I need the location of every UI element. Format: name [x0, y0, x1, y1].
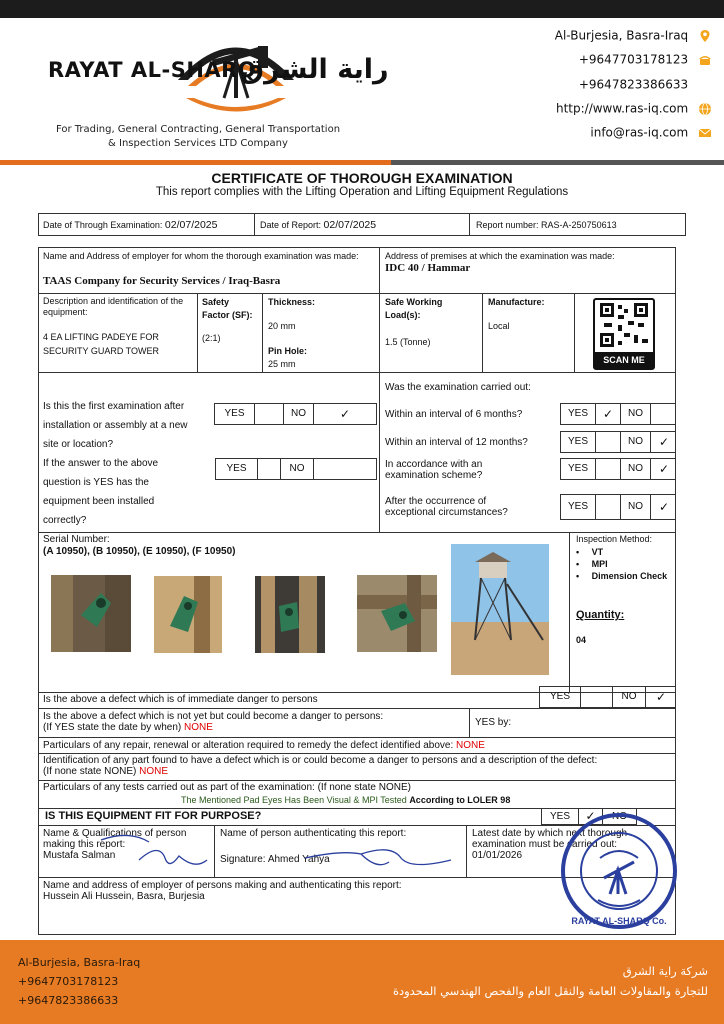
company-stamp-icon — [560, 808, 678, 934]
inspection-method-label: Inspection Method: — [576, 534, 653, 544]
serial-value: (A 10950), (B 10950), (E 10950), (F 10950) — [43, 546, 236, 557]
carried-out-row-4-no[interactable]: NO — [620, 494, 651, 520]
envelope-icon — [698, 126, 712, 140]
padeye-photo-b — [154, 576, 222, 653]
immediate-danger-no-mark[interactable]: ✓ — [645, 686, 676, 708]
contact-email[interactable]: info@ras-iq.com — [532, 125, 712, 140]
first-exam-yes-box[interactable]: YES — [214, 403, 255, 425]
carried-out-row-2-yes[interactable]: YES — [560, 431, 596, 453]
authenticator-signature-icon — [301, 840, 461, 880]
first-exam-yes-mark[interactable] — [254, 403, 284, 425]
footer-contact: Al-Burjesia, Basra-Iraq +9647703178123 +9647823386633 — [18, 956, 141, 1007]
swl-label-2: Load(s): — [385, 310, 421, 320]
report-employer: Name and address of employer of persons making and authenticating this report: Hussein Ali Hussein, Basra, Burjesia — [43, 880, 402, 902]
contact-phone-2: +9647823386633 — [578, 77, 689, 92]
qr-code-icon — [600, 303, 648, 347]
company-logo-latin: RAYAT AL-SHARQ — [48, 58, 257, 82]
carried-out-row-3-yes[interactable]: YES — [560, 458, 596, 480]
immediate-danger-yes-mark[interactable] — [580, 686, 613, 708]
defect-identification: Identification of any part found to have a defect which is or could become a danger to persons and a description of the defect: (If none state NONE) NONE — [43, 755, 598, 777]
safety-factor-value: (2:1) — [202, 333, 221, 343]
installed-correctly-question: If the answer to the above question is YES has the equipment been installed correctly? — [43, 458, 159, 526]
company-tagline: For Trading, General Contracting, General Transportation & Inspection Services LTD Company — [55, 124, 341, 149]
padeye-photo-a — [51, 575, 131, 652]
contact-website[interactable]: http://www.ras-iq.com — [532, 101, 712, 116]
tests-particulars-value: The Mentioned Pad Eyes Has Been Visual & MPI Tested According to LOLER 98 — [181, 795, 511, 805]
fit-for-purpose-yes-mark[interactable]: ✓ — [578, 808, 603, 825]
exam-date-field: Date of Through Examination: 02/07/2025 — [43, 219, 218, 231]
carried-out-row-4-text: After the occurrence of exceptional circumstances? — [385, 496, 508, 518]
svg-text:RAYAT AL-SHARQ Co.: RAYAT AL-SHARQ Co. — [571, 916, 667, 926]
installed-no-box[interactable]: NO — [280, 458, 314, 480]
carried-out-row-4-yes[interactable]: YES — [560, 494, 596, 520]
certificate-subtitle: This report complies with the Lifting Operation and Lifting Equipment Regulations — [155, 186, 569, 198]
future-danger-question: Is the above a defect which is not yet but could become a danger to persons: (If YES state the date by when) NONE — [43, 711, 384, 733]
employer-value: TAAS Company for Security Services / Iraq-Basra — [43, 275, 281, 287]
authenticator-signature: Signature: Ahmed Yahya — [220, 854, 330, 865]
first-exam-question: Is this the first examination after installation or assembly at a new site or location? — [43, 401, 188, 450]
pinhole-value: 25 mm — [268, 359, 296, 369]
fit-for-purpose-yes[interactable]: YES — [541, 808, 579, 825]
carried-out-row-3-no-mark[interactable]: ✓ — [650, 458, 676, 480]
serial-label: Serial Number: — [43, 534, 110, 545]
manufacture-value: Local — [488, 321, 510, 331]
company-logo-arabic: راية الشرق — [240, 54, 389, 85]
date-row — [38, 213, 686, 236]
swl-value: 1.5 (Tonne) — [385, 337, 431, 347]
carried-out-row-4-yes-mark[interactable] — [595, 494, 621, 520]
carried-out-row-3-yes-mark[interactable] — [595, 458, 621, 480]
inspection-method-list: • VT • MPI • Dimension Check — [576, 547, 668, 581]
carried-out-row-2-no[interactable]: NO — [620, 431, 651, 453]
guard-tower-photo — [451, 544, 549, 675]
fit-for-purpose-no[interactable]: NO — [602, 808, 637, 825]
contact-phone-1: +9647703178123 — [532, 52, 712, 67]
carried-out-row-2-text: Within an interval of 12 months? — [385, 437, 528, 448]
installed-yes-mark[interactable] — [257, 458, 281, 480]
equipment-desc-line-1: 4 EA LIFTING PADEYE FOR — [43, 332, 159, 342]
location-pin-icon — [698, 29, 712, 43]
report-number-field: Report number: RAS-A-250750613 — [476, 220, 617, 230]
carried-out-row-1-yes[interactable]: YES — [560, 403, 596, 425]
globe-icon — [698, 102, 712, 116]
qr-scan-label: SCAN ME — [595, 352, 653, 368]
carried-out-row-3-no[interactable]: NO — [620, 458, 651, 480]
pinhole-label: Pin Hole: — [268, 346, 308, 356]
contact-address: Al-Burjesia, Basra-Iraq — [532, 28, 712, 43]
tests-particulars-label: Particulars of any tests carried out as part of the examination: (If none state NONE) — [43, 782, 411, 793]
top-dark-bar — [0, 0, 724, 18]
telephone-icon — [698, 53, 712, 67]
immediate-danger-question: Is the above a defect which is of immediate danger to persons — [43, 694, 318, 705]
immediate-danger-no[interactable]: NO — [612, 686, 646, 708]
equipment-desc-label: Description and identification of the equipment: — [43, 296, 184, 317]
carried-out-row-1-no[interactable]: NO — [620, 403, 651, 425]
repair-particulars: Particulars of any repair, renewal or alteration required to remedy the defect identified above: NONE — [43, 740, 485, 751]
premises-value: IDC 40 / Hammar — [385, 262, 471, 274]
future-danger-yes-by[interactable]: YES by: — [475, 717, 512, 728]
header-divider — [0, 160, 724, 165]
maker-signature-icon — [99, 830, 219, 880]
installed-no-mark[interactable] — [313, 458, 377, 480]
installed-yes-box[interactable]: YES — [215, 458, 258, 480]
thickness-label: Thickness: — [268, 297, 316, 307]
certificate-title: CERTIFICATE OF THOROUGH EXAMINATION — [211, 170, 513, 186]
swl-label-1: Safe Working — [385, 297, 443, 307]
immediate-danger-yes[interactable]: YES — [539, 686, 581, 708]
fit-for-purpose-question: IS THIS EQUIPMENT FIT FOR PURPOSE? — [45, 810, 262, 822]
report-maker: Name & Qualifications of person making this report: Mustafa Salman — [43, 828, 187, 861]
padeye-photo-e — [255, 576, 325, 653]
footer-arabic-company: شركة راية الشرق للتجارة والمقاولات العامة والنقل العام والفحص الهندسي المحدودة — [392, 964, 708, 998]
quantity-label: Quantity: — [576, 609, 625, 621]
carried-out-label: Was the examination carried out: — [385, 382, 531, 393]
next-examination: Latest date by which next thorough examination must be carried out: 01/01/2026 — [472, 828, 628, 861]
carried-out-row-1-text: Within an interval of 6 months? — [385, 409, 523, 420]
employer-label: Name and Address of employer for whom the thorough examination was made: — [43, 251, 359, 261]
carried-out-row-4-no-mark[interactable]: ✓ — [650, 494, 676, 520]
report-date-field: Date of Report: 02/07/2025 — [260, 219, 377, 231]
carried-out-row-1-yes-mark[interactable]: ✓ — [595, 403, 621, 425]
quantity-value: 04 — [576, 635, 587, 645]
thickness-value: 20 mm — [268, 321, 296, 331]
qr-code[interactable] — [593, 298, 655, 370]
equipment-desc-line-2: SECURITY GUARD TOWER — [43, 346, 160, 356]
carried-out-row-3-text: In accordance with an examination scheme? — [385, 459, 483, 481]
carried-out-row-2-no-mark[interactable]: ✓ — [650, 431, 676, 453]
padeye-photo-f — [357, 575, 437, 652]
safety-factor-label-1: Safety — [202, 297, 230, 307]
carried-out-row-1-no-mark[interactable] — [650, 403, 676, 425]
carried-out-row-2-yes-mark[interactable] — [595, 431, 621, 453]
premises-label: Address of premises at which the examination was made: — [385, 251, 615, 261]
authenticator-label: Name of person authenticating this report: — [220, 828, 407, 839]
first-exam-no-mark[interactable]: ✓ — [313, 403, 377, 425]
manufacture-label: Manufacture: — [488, 297, 545, 307]
safety-factor-label-2: Factor (SF): — [202, 310, 253, 320]
first-exam-no-box[interactable]: NO — [283, 403, 314, 425]
